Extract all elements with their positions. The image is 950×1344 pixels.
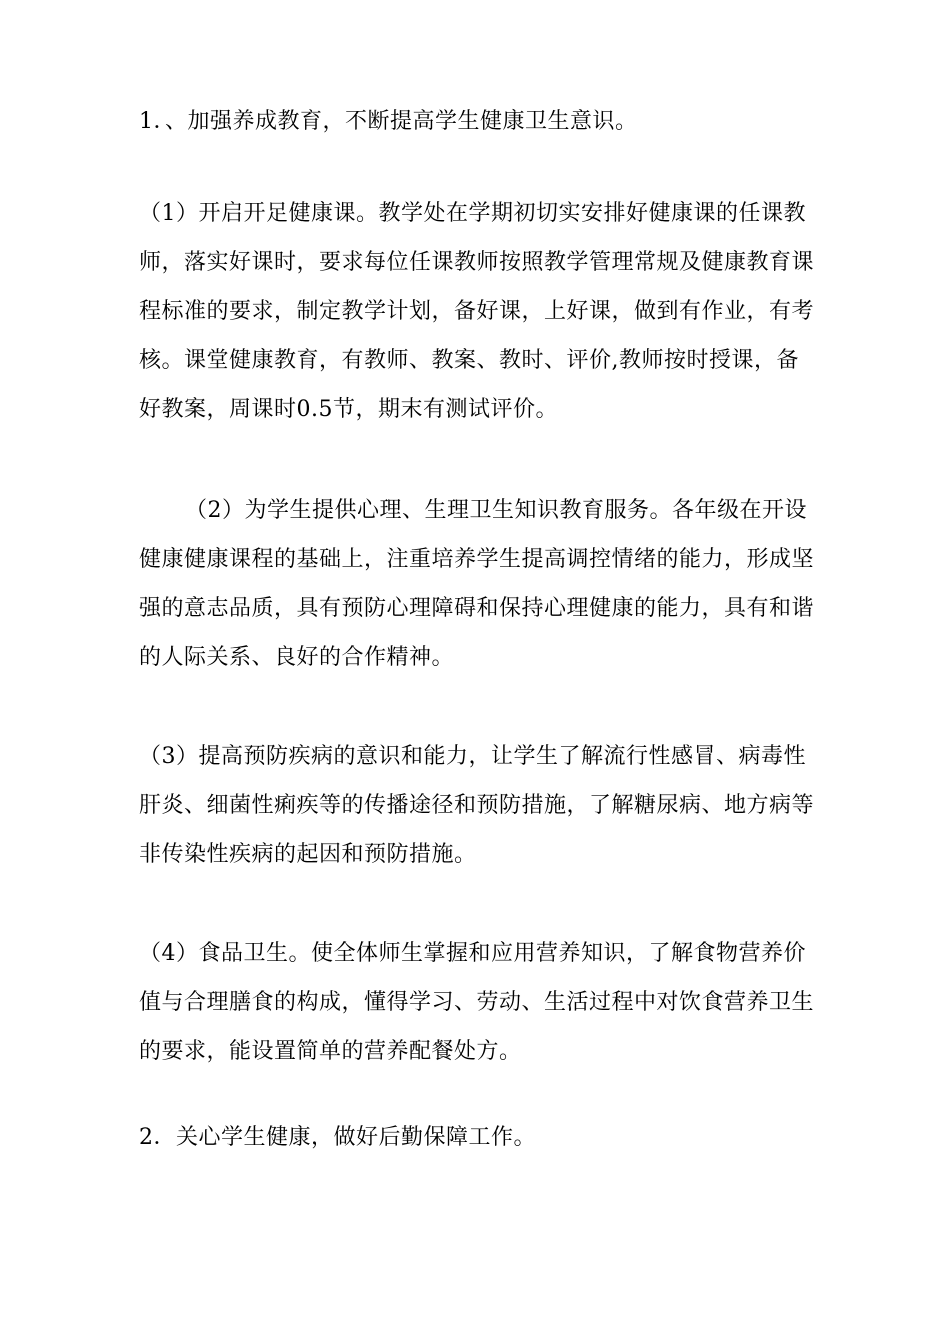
section-heading-2: 2．关心学生健康，做好后勤保障工作。 bbox=[139, 1125, 536, 1150]
section-heading-1: 1．、加强养成教育，不断提高学生健康卫生意识。 bbox=[139, 109, 638, 134]
paragraph-line: 肝炎、细菌性痢疾等的传播途径和预防措施，了解糖尿病、地方病等 bbox=[139, 793, 815, 818]
paragraph-line: 程标准的要求，制定教学计划，备好课，上好课，做到有作业，有考 bbox=[139, 299, 815, 324]
paragraph-line: （4）食品卫生。使全体师生掌握和应用营养知识，了解食物营养价 bbox=[139, 941, 806, 966]
paragraph-line: 非传染性疾病的起因和预防措施。 bbox=[139, 842, 477, 867]
paragraph-line: 值与合理膳食的构成，懂得学习、劳动、生活过程中对饮食营养卫生 bbox=[139, 990, 815, 1015]
paragraph-line: 好教案，周课时0.5节，期末有测试评价。 bbox=[139, 397, 558, 422]
paragraph-line: 师，落实好课时，要求每位任课教师按照教学管理常规及健康教育课 bbox=[139, 250, 815, 275]
paragraph-line: 强的意志品质，具有预防心理障碍和保持心理健康的能力，具有和谐 bbox=[139, 596, 815, 621]
paragraph-line: 的要求，能设置简单的营养配餐处方。 bbox=[139, 1039, 522, 1064]
paragraph-line: 的人际关系、良好的合作精神。 bbox=[139, 645, 455, 670]
paragraph-line: 健康健康课程的基础上，注重培养学生提高调控情绪的能力，形成坚 bbox=[139, 547, 815, 572]
paragraph-line: （3）提高预防疾病的意识和能力，让学生了解流行性感冒、病毒性 bbox=[139, 744, 806, 769]
paragraph-line: （1）开启开足健康课。教学处在学期初切实安排好健康课的任课教 bbox=[139, 201, 806, 226]
paragraph-line: 核。课堂健康教育，有教师、教案、教时、评价,教师按时授课，备 bbox=[139, 348, 799, 373]
paragraph-line: （2）为学生提供心理、生理卫生知识教育服务。各年级在开设 bbox=[185, 498, 807, 523]
